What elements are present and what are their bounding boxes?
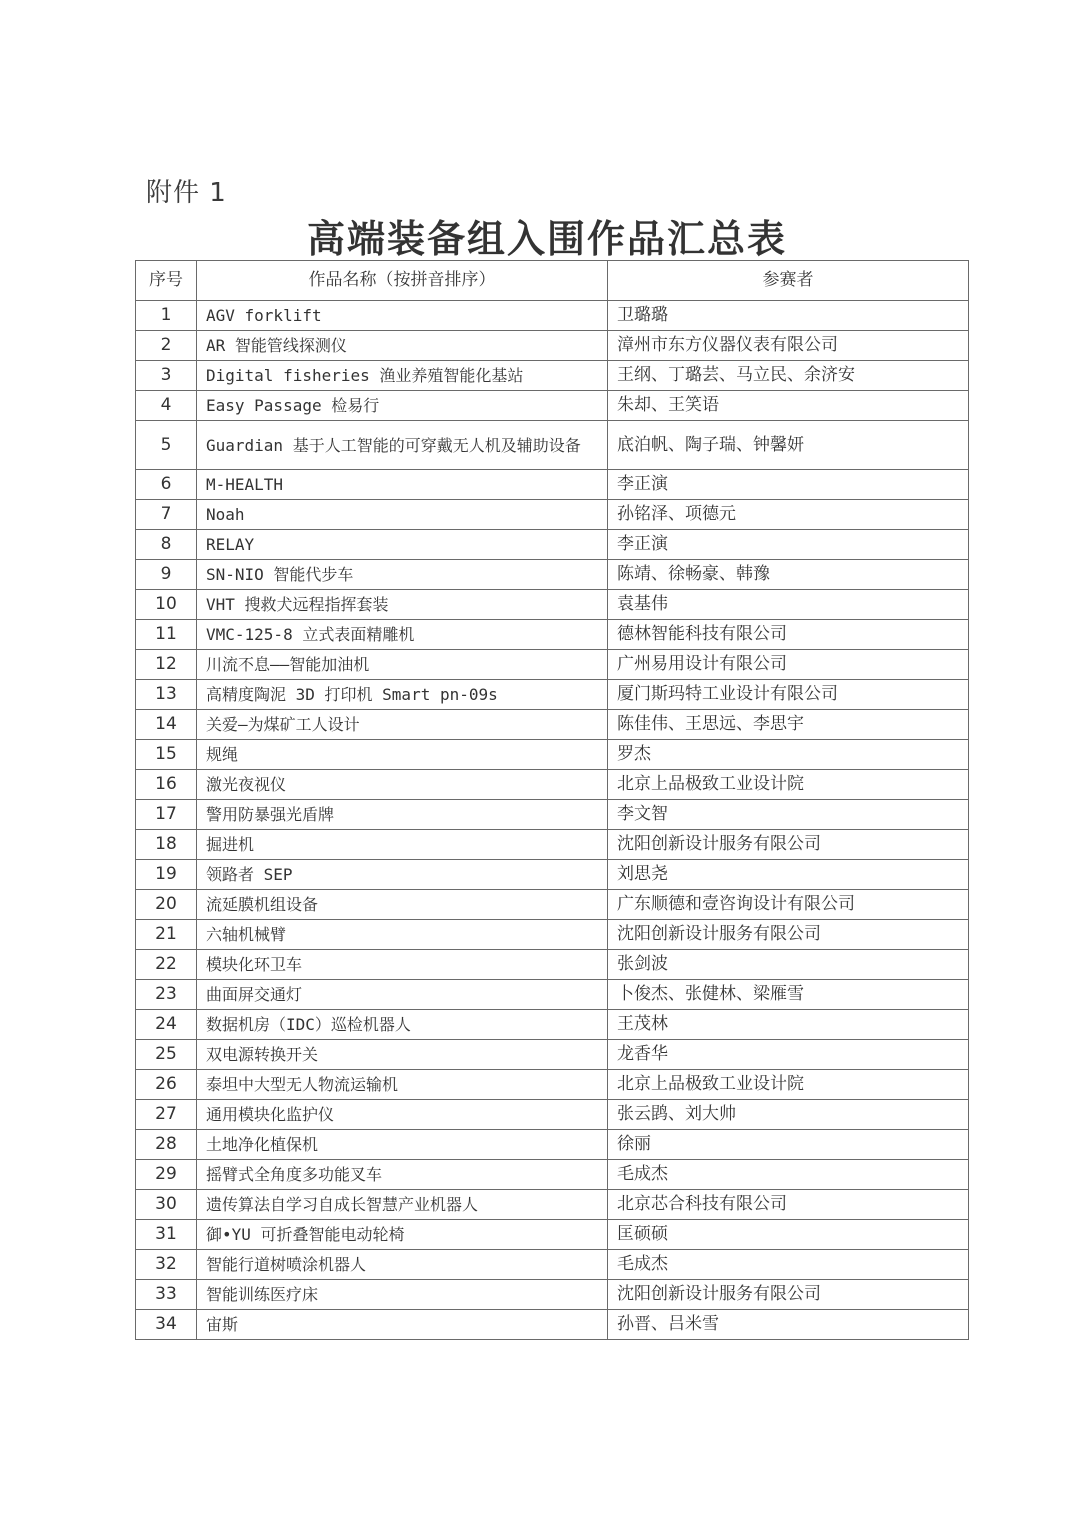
table-row xyxy=(136,890,969,920)
table-row xyxy=(136,391,969,421)
row-index: 31 xyxy=(136,1220,197,1250)
table-row xyxy=(136,1070,969,1100)
row-index: 30 xyxy=(136,1190,197,1220)
row-index: 25 xyxy=(136,1040,197,1070)
row-index: 6 xyxy=(136,470,197,500)
row-participant: 沈阳创新设计服务有限公司 xyxy=(608,830,969,860)
row-participant: 广东顺德和壹咨询设计有限公司 xyxy=(608,890,969,920)
row-work-name: 智能训练医疗床 xyxy=(197,1280,608,1310)
row-index: 12 xyxy=(136,650,197,680)
row-work-name: 遗传算法自学习自成长智慧产业机器人 xyxy=(197,1190,608,1220)
table-row xyxy=(136,331,969,361)
row-work-name: 宙斯 xyxy=(197,1310,608,1340)
row-work-name: 智能行道树喷涂机器人 xyxy=(197,1250,608,1280)
table-row xyxy=(136,950,969,980)
row-participant: 罗杰 xyxy=(608,740,969,770)
row-participant: 龙香华 xyxy=(608,1040,969,1070)
row-index: 33 xyxy=(136,1280,197,1310)
row-work-name: 领路者 SEP xyxy=(197,860,608,890)
row-participant: 孙铭泽、项德元 xyxy=(608,500,969,530)
table-row xyxy=(136,800,969,830)
row-participant: 卫璐璐 xyxy=(608,301,969,331)
row-work-name: 川流不息——智能加油机 xyxy=(197,650,608,680)
row-work-name: SN-NIO 智能代步车 xyxy=(197,560,608,590)
row-index: 16 xyxy=(136,770,197,800)
row-participant: 广州易用设计有限公司 xyxy=(608,650,969,680)
row-work-name: Guardian 基于人工智能的可穿戴无人机及辅助设备 xyxy=(197,421,608,470)
table-row xyxy=(136,361,969,391)
row-work-name: 掘进机 xyxy=(197,830,608,860)
table-row xyxy=(136,590,969,620)
table-row xyxy=(136,421,969,470)
row-participant: 孙晋、吕米雪 xyxy=(608,1310,969,1340)
row-participant: 卜俊杰、张健林、梁雁雪 xyxy=(608,980,969,1010)
row-index: 3 xyxy=(136,361,197,391)
row-work-name: AGV forklift xyxy=(197,301,608,331)
row-index: 29 xyxy=(136,1160,197,1190)
row-index: 19 xyxy=(136,860,197,890)
row-index: 14 xyxy=(136,710,197,740)
row-participant: 北京上品极致工业设计院 xyxy=(608,770,969,800)
row-participant: 北京上品极致工业设计院 xyxy=(608,1070,969,1100)
row-index: 21 xyxy=(136,920,197,950)
row-participant: 朱却、王笑语 xyxy=(608,391,969,421)
row-work-name: 模块化环卫车 xyxy=(197,950,608,980)
table-row xyxy=(136,740,969,770)
row-index: 27 xyxy=(136,1100,197,1130)
table-row xyxy=(136,1190,969,1220)
row-work-name: 摇臂式全角度多功能叉车 xyxy=(197,1160,608,1190)
table-row xyxy=(136,710,969,740)
row-work-name: 高精度陶泥 3D 打印机 Smart pn-09s xyxy=(197,680,608,710)
row-participant: 袁基伟 xyxy=(608,590,969,620)
row-participant: 张剑波 xyxy=(608,950,969,980)
row-index: 15 xyxy=(136,740,197,770)
row-index: 9 xyxy=(136,560,197,590)
row-index: 10 xyxy=(136,590,197,620)
table-row xyxy=(136,1280,969,1310)
row-participant: 李正演 xyxy=(608,470,969,500)
table-row xyxy=(136,1130,969,1160)
table-row xyxy=(136,770,969,800)
row-index: 34 xyxy=(136,1310,197,1340)
row-index: 17 xyxy=(136,800,197,830)
row-index: 1 xyxy=(136,301,197,331)
row-work-name: 六轴机械臂 xyxy=(197,920,608,950)
table-row xyxy=(136,1160,969,1190)
row-participant: 陈靖、徐畅豪、韩豫 xyxy=(608,560,969,590)
row-work-name: 规绳 xyxy=(197,740,608,770)
table-body xyxy=(136,301,969,1340)
row-index: 13 xyxy=(136,680,197,710)
row-work-name: 数据机房（IDC）巡检机器人 xyxy=(197,1010,608,1040)
table-row xyxy=(136,1250,969,1280)
header-work-name: 作品名称（按拼音排序） xyxy=(197,261,608,301)
row-participant: 厦门斯玛特工业设计有限公司 xyxy=(608,680,969,710)
table-row xyxy=(136,301,969,331)
row-participant: 李文智 xyxy=(608,800,969,830)
attachment-label: 附件 1 xyxy=(146,178,227,208)
row-work-name: 流延膜机组设备 xyxy=(197,890,608,920)
row-index: 11 xyxy=(136,620,197,650)
table-row xyxy=(136,650,969,680)
table-row xyxy=(136,1100,969,1130)
finalist-summary-table xyxy=(135,260,969,1340)
row-index: 20 xyxy=(136,890,197,920)
row-work-name: RELAY xyxy=(197,530,608,560)
row-index: 18 xyxy=(136,830,197,860)
row-participant: 漳州市东方仪器仪表有限公司 xyxy=(608,331,969,361)
row-work-name: 泰坦中大型无人物流运输机 xyxy=(197,1070,608,1100)
row-work-name: Noah xyxy=(197,500,608,530)
row-index: 23 xyxy=(136,980,197,1010)
table-row xyxy=(136,620,969,650)
row-work-name: Easy Passage 检易行 xyxy=(197,391,608,421)
row-index: 22 xyxy=(136,950,197,980)
row-participant: 北京芯合科技有限公司 xyxy=(608,1190,969,1220)
row-work-name: VMC-125-8 立式表面精雕机 xyxy=(197,620,608,650)
table-row xyxy=(136,860,969,890)
row-participant: 李正演 xyxy=(608,530,969,560)
row-participant: 毛成杰 xyxy=(608,1250,969,1280)
row-work-name: 御•YU 可折叠智能电动轮椅 xyxy=(197,1220,608,1250)
row-index: 5 xyxy=(136,421,197,470)
row-participant: 张云鹍、刘大帅 xyxy=(608,1100,969,1130)
row-work-name: 警用防暴强光盾牌 xyxy=(197,800,608,830)
table-header-row xyxy=(136,261,969,301)
table-row xyxy=(136,500,969,530)
row-index: 24 xyxy=(136,1010,197,1040)
row-work-name: 土地净化植保机 xyxy=(197,1130,608,1160)
row-participant: 刘思尧 xyxy=(608,860,969,890)
header-index: 序号 xyxy=(136,261,197,301)
row-participant: 沈阳创新设计服务有限公司 xyxy=(608,920,969,950)
table-row xyxy=(136,1010,969,1040)
row-participant: 德林智能科技有限公司 xyxy=(608,620,969,650)
row-work-name: Digital fisheries 渔业养殖智能化基站 xyxy=(197,361,608,391)
page-title: 高端装备组入围作品汇总表 xyxy=(306,217,787,261)
row-index: 7 xyxy=(136,500,197,530)
row-participant: 徐丽 xyxy=(608,1130,969,1160)
table-row xyxy=(136,470,969,500)
row-participant: 陈佳伟、王思远、李思宇 xyxy=(608,710,969,740)
table-row xyxy=(136,830,969,860)
row-participant: 底泊帆、陶子瑞、钟馨妍 xyxy=(608,421,969,470)
row-work-name: 双电源转换开关 xyxy=(197,1040,608,1070)
table-row xyxy=(136,920,969,950)
table-row xyxy=(136,980,969,1010)
row-index: 32 xyxy=(136,1250,197,1280)
row-work-name: 曲面屏交通灯 xyxy=(197,980,608,1010)
table-row xyxy=(136,1040,969,1070)
table-row xyxy=(136,1310,969,1340)
row-work-name: M-HEALTH xyxy=(197,470,608,500)
row-index: 26 xyxy=(136,1070,197,1100)
row-work-name: 激光夜视仪 xyxy=(197,770,608,800)
row-work-name: 关爱—为煤矿工人设计 xyxy=(197,710,608,740)
row-work-name: VHT 搜救犬远程指挥套装 xyxy=(197,590,608,620)
row-index: 4 xyxy=(136,391,197,421)
row-participant: 王茂林 xyxy=(608,1010,969,1040)
table-row xyxy=(136,530,969,560)
row-index: 8 xyxy=(136,530,197,560)
row-index: 28 xyxy=(136,1130,197,1160)
row-participant: 王纲、丁璐芸、马立民、余济安 xyxy=(608,361,969,391)
table-row xyxy=(136,1220,969,1250)
row-participant: 匡硕硕 xyxy=(608,1220,969,1250)
row-index: 2 xyxy=(136,331,197,361)
row-work-name: 通用模块化监护仪 xyxy=(197,1100,608,1130)
header-participant: 参赛者 xyxy=(608,261,969,301)
row-work-name: AR 智能管线探测仪 xyxy=(197,331,608,361)
table-row xyxy=(136,680,969,710)
row-participant: 毛成杰 xyxy=(608,1160,969,1190)
table-row xyxy=(136,560,969,590)
row-participant: 沈阳创新设计服务有限公司 xyxy=(608,1280,969,1310)
